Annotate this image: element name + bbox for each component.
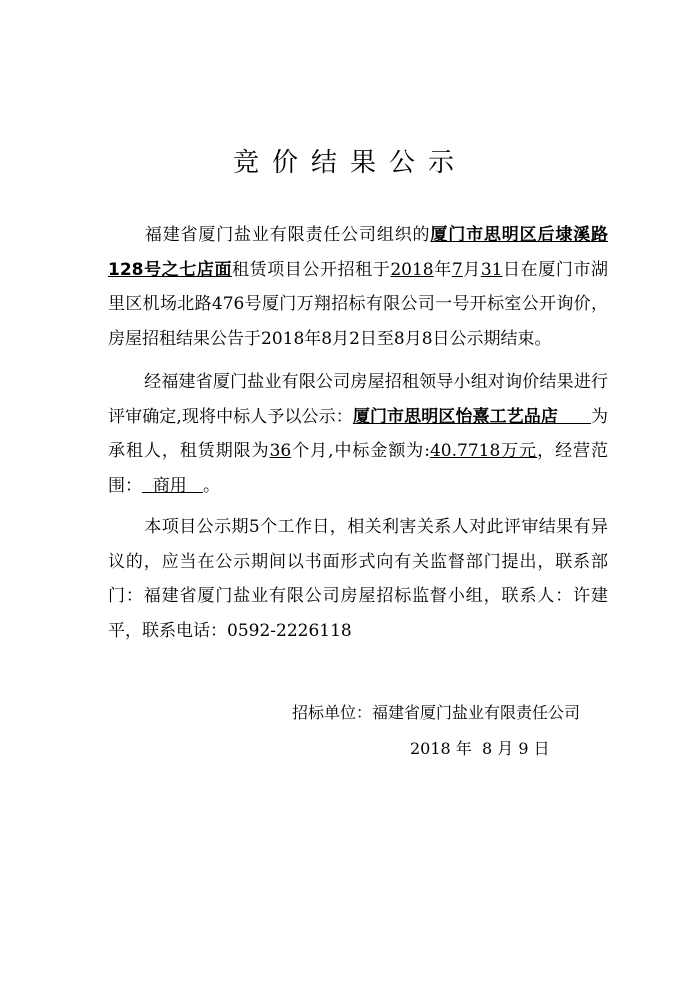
p1-text-4: 月 xyxy=(462,259,481,280)
p2-text-2: 为承租人，租赁期限为 xyxy=(108,406,608,461)
p1-text-3: 年 xyxy=(433,259,452,280)
date-line: 2018 年 8 月 9 日 xyxy=(410,739,550,758)
p3-text: 本项目公示期5个工作日，相关利害关系人对此评审结果有异议的，应当在公示期间以书面形式向有关监督部门提出，联系部门：福建省厦门盐业有限公司房屋招标监督小组，联系人：许建平，联系电话：0592-2226118 xyxy=(108,517,608,641)
p2-text-1: 经福建省厦门盐业有限公司房屋招租领导小组对询价结果进行评审确定,现将中标人予以公示： xyxy=(108,372,608,427)
p2-text-5: 。 xyxy=(203,475,221,496)
project-name: 厦门市思明区后埭溪路128号之七店面 xyxy=(108,225,609,280)
winner-name: 厦门市思明区怡熹工艺品店 xyxy=(352,406,558,427)
paragraph-1 xyxy=(108,218,608,356)
lease-term: 36 xyxy=(269,441,292,461)
p2-text-3: 个月,中标金额为: xyxy=(291,441,430,461)
bid-amount: 40.7718万元 xyxy=(429,441,538,461)
scope-blank-left xyxy=(142,476,153,496)
signer-line: 招标单位：福建省厦门盐业有限责任公司 xyxy=(292,703,581,722)
winner-blank xyxy=(558,407,591,427)
p2-text-4: ，经营范围： xyxy=(108,441,609,496)
p1-text-2: 租赁项目公开招租于 xyxy=(232,259,391,280)
page-title: 竞价结果公示 xyxy=(232,148,467,178)
p1-text-1: 福建省厦门盐业有限责任公司组织的 xyxy=(144,225,431,245)
bid-day: 31 xyxy=(480,259,503,280)
business-scope: 商用 xyxy=(152,475,187,496)
bid-month: 7 xyxy=(451,259,463,280)
bid-year: 2018 xyxy=(390,259,434,280)
scope-blank-right xyxy=(187,476,203,496)
p1-text-5: 日在厦门市湖里区机场北路476号厦门万翔招标有限公司一号开标室公开询价，房屋招租结果公告于2018年8月2日至8月8日公示期结束。 xyxy=(108,259,609,349)
paragraph-3 xyxy=(108,510,608,648)
paragraph-2 xyxy=(108,365,608,503)
